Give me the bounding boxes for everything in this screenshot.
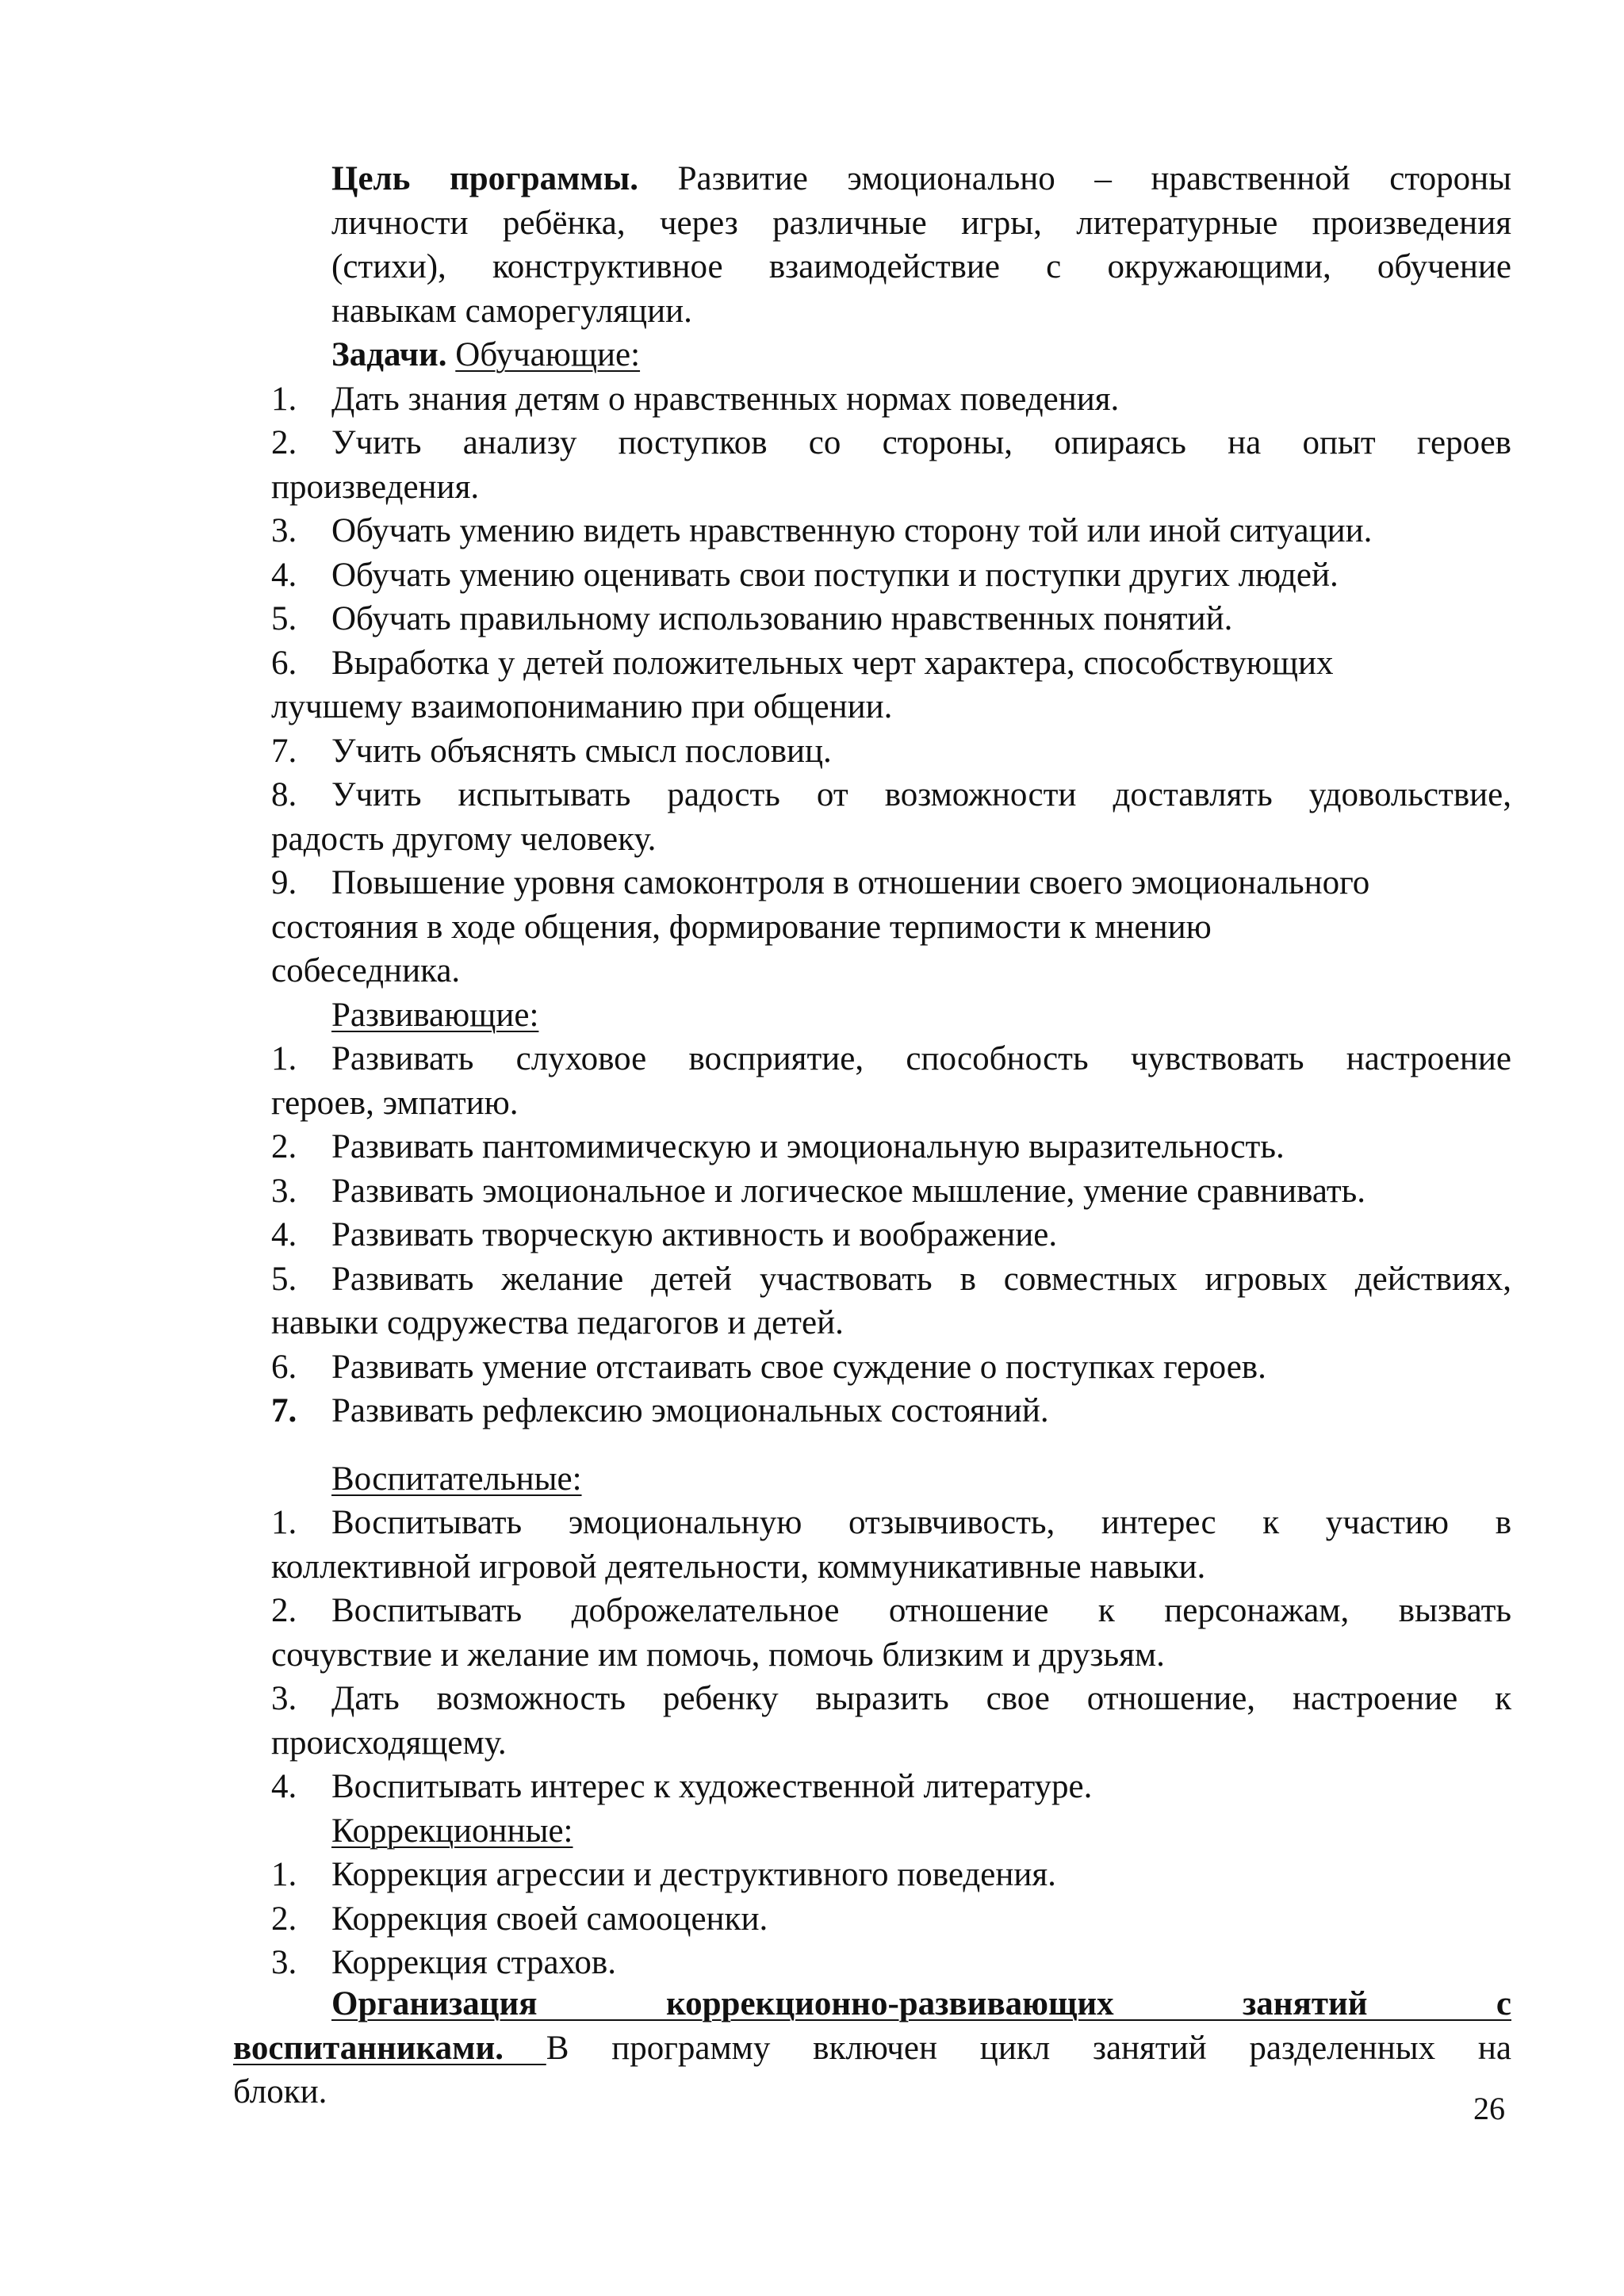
tasks-heading — [271, 333, 1511, 377]
organization-line-3: блоки. — [233, 2073, 327, 2110]
developing-item-1-cont: героев, эмпатию. — [271, 1084, 519, 1122]
organization-heading-line-1: Организация коррекционно-развивающих занятий с — [331, 1985, 1511, 2022]
training-subheading: Обучающие: — [455, 336, 641, 373]
correctional-item-2: 2. Коррекция своей самооценки. — [271, 1900, 768, 1938]
training-item-9: 9. Повышение уровня самоконтроля в отношении своего эмоционального — [271, 864, 1370, 901]
educational-item-2: 2. Воспитывать доброжелательное отношение к персонажам, вызвать — [271, 1592, 1511, 1629]
developing-item-5-cont: навыки содружества педагогов и детей. — [271, 1304, 844, 1341]
training-item-8-cont: радость другому человеку. — [271, 820, 657, 858]
training-item-3: 3. Обучать умению видеть нравственную сторону той или иной ситуации. — [271, 512, 1373, 549]
organization-paragraph — [233, 1982, 1511, 2114]
training-item-9-cont-1: состояния в ходе общения, формирование терпимости к мнению — [271, 908, 1212, 946]
goal-line-4: навыкам саморегуляции. — [331, 292, 692, 330]
page-number: 26 — [1473, 2091, 1505, 2126]
training-item-1: 1. Дать знания детям о нравственных нормах поведения. — [271, 380, 1120, 418]
training-item-2-cont: произведения. — [271, 468, 480, 506]
correctional-item-1: 1. Коррекция агрессии и деструктивного поведения. — [271, 1856, 1056, 1893]
educational-item-4: 4. Воспитывать интерес к художественной литературе. — [271, 1768, 1093, 1805]
organization-line-2: воспитанниками. В программу включен цикл занятий разделенных на — [233, 2029, 1511, 2067]
goal-line-3: (стихи), конструктивное взаимодействие с окружающими, обучение — [331, 248, 1511, 285]
main-content — [271, 157, 1511, 1985]
correctional-heading: Коррекционные: — [331, 1812, 573, 1850]
training-item-2: 2. Учить анализу поступков со стороны, опираясь на опыт героев — [271, 424, 1511, 461]
training-item-6-cont: лучшему взаимопониманию при общении. — [271, 688, 893, 725]
educational-heading: Воспитательные: — [331, 1460, 582, 1498]
developing-item-7: 7. Развивать рефлексию эмоциональных состояний. — [271, 1392, 1049, 1429]
developing-heading: Развивающие: — [331, 996, 539, 1034]
developing-item-4: 4. Развивать творческую активность и воображение. — [271, 1216, 1058, 1253]
developing-item-5: 5. Развивать желание детей участвовать в совместных игровых действиях, — [271, 1260, 1511, 1298]
tasks-label: Задачи. — [331, 336, 447, 373]
educational-item-1: 1. Воспитывать эмоциональную отзывчивость, интерес к участию в — [271, 1504, 1511, 1541]
educational-item-2-cont: сочувствие и желание им помочь, помочь близким и друзьям. — [271, 1636, 1165, 1674]
training-item-4: 4. Обучать умению оценивать свои поступки и поступки других людей. — [271, 556, 1339, 594]
developing-item-1: 1. Развивать слуховое восприятие, способность чувствовать настроение — [271, 1040, 1511, 1077]
section-gap — [271, 1433, 1511, 1457]
organization-heading-line-2: воспитанниками. — [233, 2029, 546, 2067]
training-item-5: 5. Обучать правильному использованию нравственных понятий. — [271, 600, 1233, 637]
educational-item-3: 3. Дать возможность ребенку выразить свое отношение, настроение к — [271, 1680, 1511, 1717]
correctional-item-3: 3. Коррекция страхов. — [271, 1944, 616, 1981]
developing-item-6: 6. Развивать умение отстаивать свое суждение о поступках героев. — [271, 1348, 1266, 1386]
developing-item-3: 3. Развивать эмоциональное и логическое мышление, умение сравнивать. — [271, 1172, 1366, 1210]
goal-label: Цель программы. — [331, 160, 639, 197]
educational-item-1-cont: коллективной игровой деятельности, коммуникативные навыки. — [271, 1548, 1206, 1586]
goal-line-2: личности ребёнка, через различные игры, литературные произведения — [331, 204, 1511, 242]
educational-item-3-cont: происходящему. — [271, 1724, 507, 1762]
developing-item-2: 2. Развивать пантомимическую и эмоциональную выразительность. — [271, 1128, 1285, 1165]
training-item-9-cont-2: собеседника. — [271, 952, 461, 989]
training-item-7: 7. Учить объяснять смысл пословиц. — [271, 732, 832, 770]
goal-line-1: Цель программы. Развитие эмоционально – нравственной стороны — [331, 160, 1511, 197]
training-item-8: 8. Учить испытывать радость от возможности доставлять удовольствие, — [271, 776, 1511, 813]
training-item-6: 6. Выработка у детей положительных черт характера, способствующих — [271, 644, 1334, 682]
